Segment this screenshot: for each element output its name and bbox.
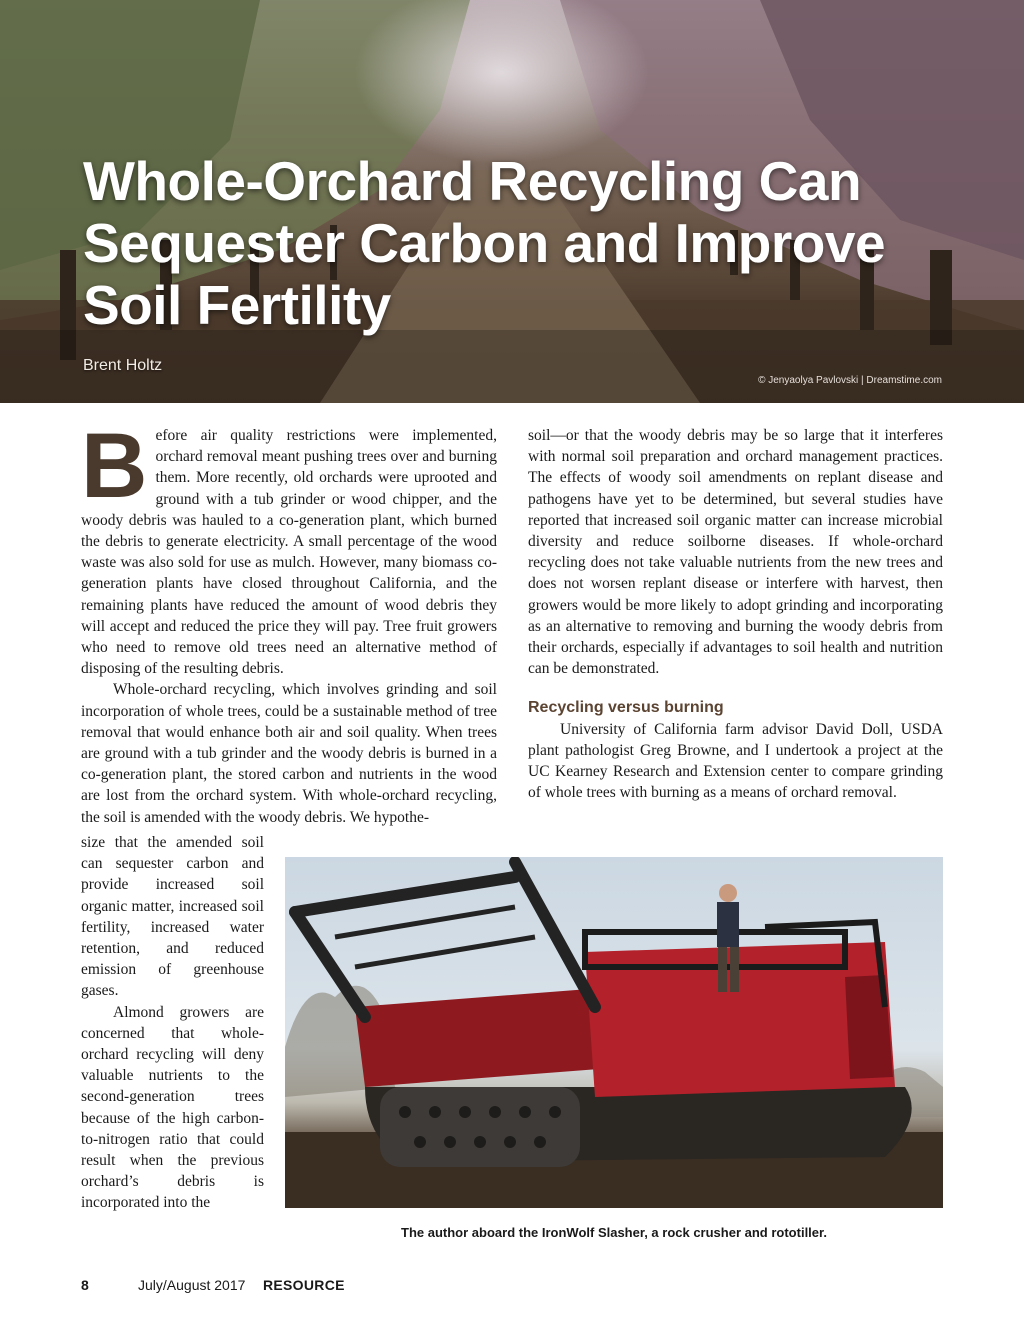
left-column-narrow — [81, 832, 264, 1214]
photo-credit: © Jenyaolya Pavlovski | Dreamstime.com — [758, 375, 942, 386]
paragraph-2: Whole-orchard recycling, which involves grinding and soil incorporation of whole trees, could be a sustainable method of tree removal that would enhance both air and soil quality. When trees are ground with a tub grinder and the woody debris is burned in a co-generation plant, the stored carbon and nutrients in the wood are lost from the orchard system. With whole-orchard recycling, the soil is amended with the woody debris. We hypothe- — [81, 681, 497, 826]
page-number: 8 — [81, 1277, 89, 1293]
paragraph-1: Before air quality restrictions were implemented, orchard removal meant pushing trees over and burning them. More recently, old orchards were uprooted and ground with a tub grinder or wood chipper, and the woody debris was hauled to a co-generation plant, which burned the debris to generate electricity. A small percentage of the wood waste was also sold for use as mulch. However, many biomass co-generation plants have closed throughout California, and the remaining plants have reduced the amount of wood debris they will accept and reduced the price they will pay. Tree fruit growers who need to remove old trees need an alternative method of disposing of the resulting debris. — [81, 415, 497, 678]
paragraph-3: Almond growers are concerned that whole-orchard recycling will deny valuable nutrients to the second-generation trees because of the high carbon-to-nitrogen ratio that could result when the previous orchard’s debris is incorporated into the — [81, 1003, 264, 1212]
issue-date: July/August 2017 — [138, 1277, 246, 1293]
magazine-name: RESOURCE — [263, 1277, 345, 1293]
hero-photo — [0, 0, 1024, 403]
left-column — [81, 415, 497, 828]
right-column — [528, 425, 943, 803]
drop-cap: B — [81, 415, 148, 517]
paragraph-2-continued: size that the amended soil can sequester carbon and provide increased soil organic matter, increased soil fertility, increased water retention, and reduced emission of greenhouse gases. — [81, 834, 264, 1000]
author-byline: Brent Holtz — [83, 357, 163, 374]
paragraph-3-continued: soil—or that the woody debris may be so large that it interferes with normal soil preparation and orchard management practices. The effects of woody soil amendments on replant disease and pathogens have yet to be determined, but several studies have reported that increased soil organic matter can increase microbial diversity and reduce soilborne diseases. If whole-orchard recycling does not take valuable nutrients from the new trees and does not worsen replant disease or interfere with harvest, then growers would be more likely to adopt grinding and incorporating as an alternative to removing and burning the woody debris from their orchards, especially if advantages to soil health and nutrition can be demonstrated. — [528, 427, 943, 678]
photo-caption: The author aboard the IronWolf Slasher, a rock crusher and rototiller. — [401, 1225, 827, 1240]
machine-photo — [285, 857, 943, 1208]
paragraph-4: University of California farm advisor David Doll, USDA plant pathologist Greg Browne, and I undertook a project at the UC Kearney Research and Extension center to compare grinding of whole trees with burning as a means of orchard removal. — [528, 720, 943, 802]
section-heading: Recycling versus burning — [528, 699, 724, 717]
article-title: Whole-Orchard Recycling Can Sequester Carbon and Improve Soil Fertility — [83, 150, 886, 336]
ironwolf-slasher-illustration — [285, 857, 943, 1208]
